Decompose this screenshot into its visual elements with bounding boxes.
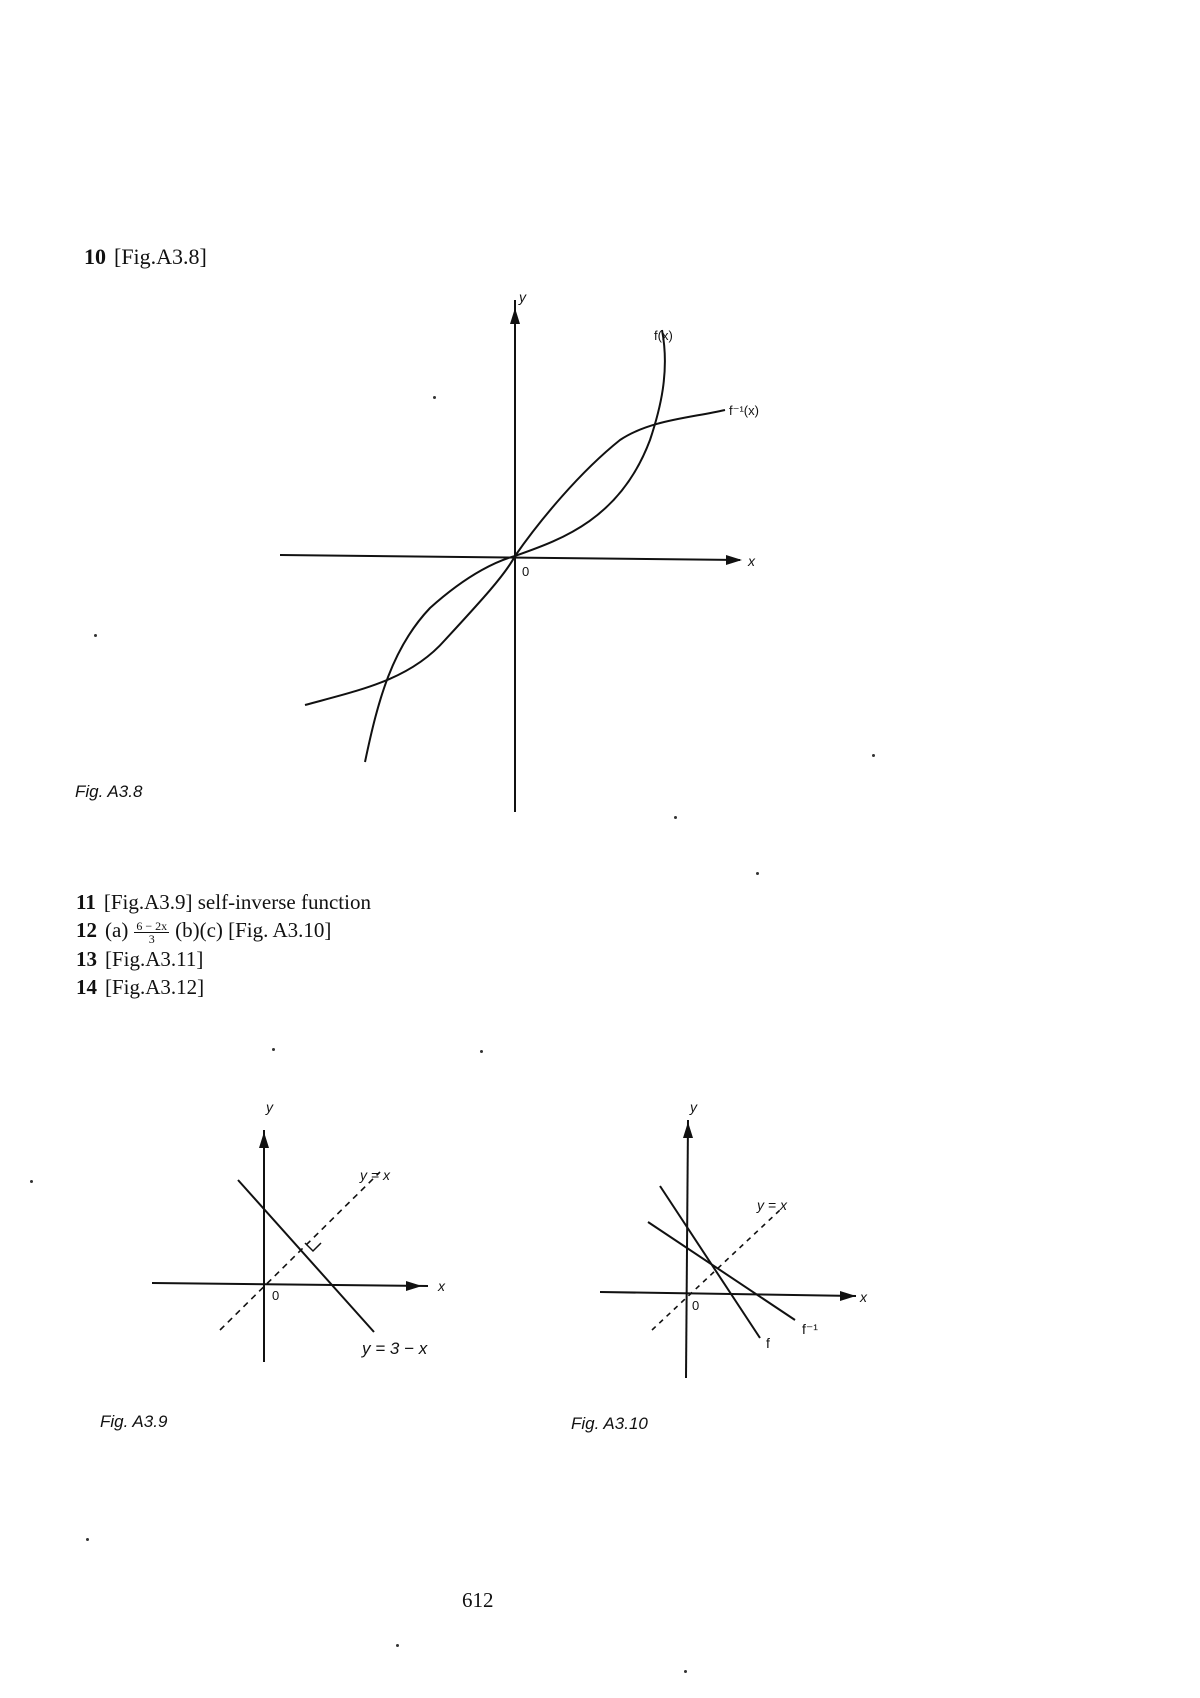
scan-speck <box>756 872 759 875</box>
scan-speck <box>684 1670 687 1673</box>
answer-part-a: (a) <box>105 918 129 942</box>
question-number: 10 <box>84 244 106 269</box>
y-axis-label: y <box>266 1099 273 1115</box>
x-axis-arrow <box>840 1291 856 1301</box>
scan-speck <box>30 1180 33 1183</box>
line-label-y-equals-x: y = x <box>757 1197 787 1213</box>
figure-caption: Fig. A3.10 <box>571 1414 648 1433</box>
scan-speck <box>674 816 677 819</box>
answer-number: 13 <box>76 946 97 971</box>
x-axis-label: x <box>748 553 755 569</box>
fraction-numerator: 6 − 2x <box>136 918 168 933</box>
origin-label: 0 <box>272 1288 280 1303</box>
y-axis-arrow <box>683 1122 693 1138</box>
answer-number: 11 <box>76 890 96 914</box>
f-inverse-label: f⁻¹(x) <box>729 403 759 418</box>
scan-speck <box>272 1048 275 1051</box>
f-label: f <box>766 1335 770 1351</box>
page-number: 612 <box>462 1588 494 1612</box>
question-text: [Fig.A3.8] <box>114 244 207 269</box>
scan-speck <box>480 1050 483 1053</box>
answer-text: [Fig.A3.9] self-inverse function <box>103 890 371 914</box>
y-axis-label: y <box>519 289 526 305</box>
figure-caption: Fig. A3.8 <box>75 782 143 801</box>
fraction-denominator: 3 <box>148 931 155 946</box>
line-label-y-equals-3-minus-x: y = 3 − x <box>362 1339 428 1358</box>
f-inverse-label: f⁻¹ <box>802 1321 818 1337</box>
x-axis-label: x <box>438 1278 445 1294</box>
answer-text: [Fig.A3.12] <box>105 974 205 999</box>
scan-speck <box>872 754 875 757</box>
f-label: f(x) <box>654 328 673 343</box>
x-axis-label: x <box>860 1289 867 1305</box>
origin-label: 0 <box>692 1298 700 1313</box>
answer-number: 12 <box>76 918 97 942</box>
line-label-y-equals-x: y = x <box>360 1167 390 1183</box>
line-f <box>660 1186 760 1338</box>
answer-part-bc: (b)(c) [Fig. A3.10] <box>175 918 332 942</box>
answer-text: [Fig.A3.11] <box>105 946 204 971</box>
scan-speck <box>433 396 436 399</box>
line-f-inverse <box>648 1222 795 1320</box>
figure-caption: Fig. A3.9 <box>100 1412 168 1431</box>
y-axis-label: y <box>690 1099 697 1115</box>
x-axis <box>600 1292 856 1296</box>
scan-speck <box>94 634 97 637</box>
answer-number: 14 <box>76 974 97 999</box>
scan-speck <box>86 1538 89 1541</box>
origin-label: 0 <box>522 564 530 579</box>
scan-speck <box>396 1644 399 1647</box>
